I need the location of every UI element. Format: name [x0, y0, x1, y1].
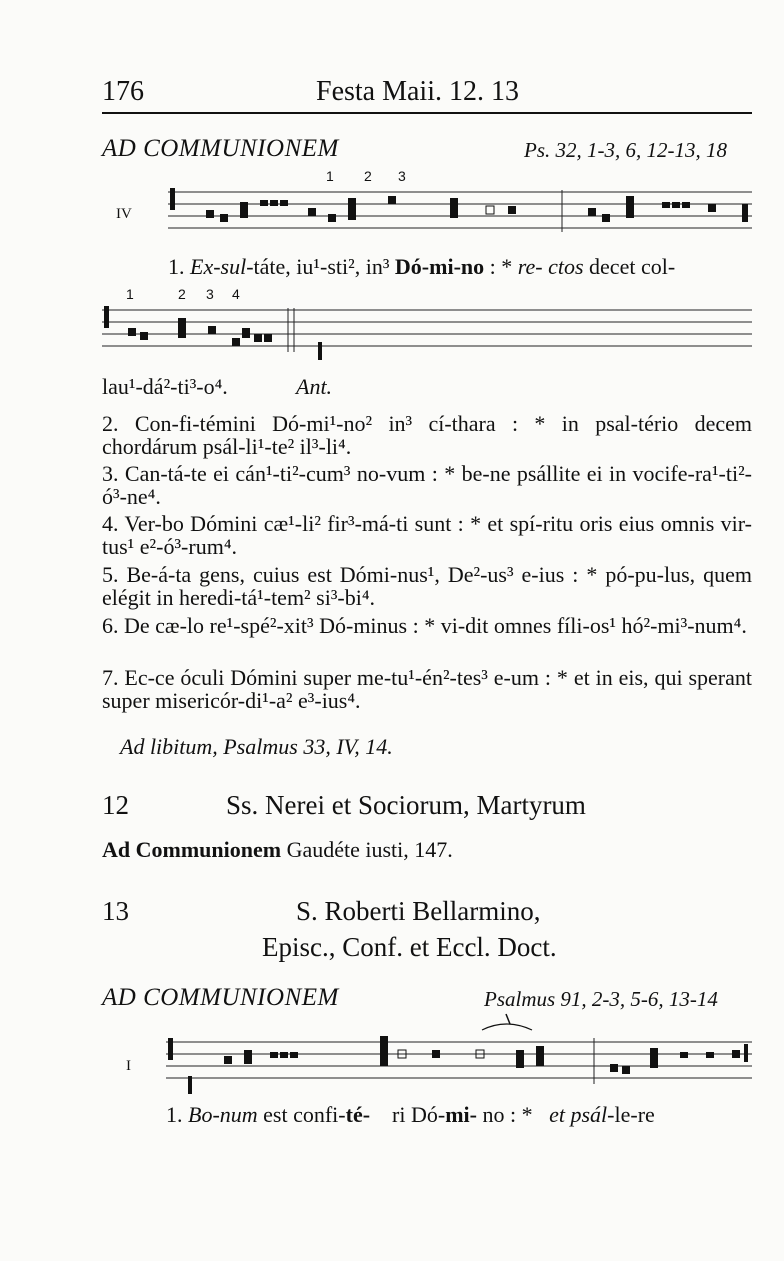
verse-number: 1. [166, 1102, 183, 1127]
communion-reference [102, 837, 453, 863]
verse-3: 3. Can-tá-te ei cán¹-ti²-cum³ no-vum : * be-ne psállite ei in vocife-ra¹-ti²-ó³-ne⁴. [102, 461, 753, 509]
staff-number: 1 [326, 168, 334, 184]
music-staff-1 [168, 180, 754, 242]
verse-text: táte, iu¹-sti², in³ [253, 254, 395, 279]
psalm-reference: Psalmus 91, 2-3, 5-6, 13-14 [484, 987, 718, 1011]
verse-6: 6. De cæ-lo re¹-spé²-xit³ Dó-minus : * vi-dit omnes fíli-os¹ hó²-mi³-num⁴. [102, 613, 747, 638]
verse-text: Ex-sul- [190, 254, 254, 279]
mode-label: IV [116, 206, 132, 222]
ad-libitum-note: Ad libitum, Psalmus 33, IV, 14. [120, 734, 393, 759]
verse-number: 1. [168, 254, 185, 279]
feast-number: 12 [102, 790, 129, 820]
feast-number: 13 [102, 896, 129, 926]
communion-label: Ad Communionem [102, 837, 282, 862]
header-rule [102, 112, 752, 114]
verse-1-continued: lau¹-dá²-ti³-o⁴. [102, 374, 228, 399]
verse-1 [168, 254, 675, 280]
psalm-reference: Ps. 32, 1-3, 6, 12-13, 18 [524, 138, 727, 162]
verse-2: 2. Con-fi-témini Dó-mi¹-no² in³ cí-thara : * in psal-tério decem chordárum psál-li¹-te² il³-li⁴. [102, 411, 753, 459]
running-title: Festa Maii. 12. 13 [316, 76, 519, 107]
verse-1 [166, 1102, 655, 1128]
verse-4: 4. Ver-bo Dómini cæ¹-li² fir³-má-ti sunt : * et spí-ritu oris eius omnis vir-tus¹ e²-ó³-rum⁴. [102, 511, 752, 559]
antiphon-marker: Ant. [296, 374, 333, 399]
verse-5: 5. Be-á-ta gens, cuius est Dómi-nus¹, De²-us³ e-ius : * pó-pu-lus, quem elégit in heredi-tá¹-tem² si³-bi⁴. [102, 562, 752, 610]
feast-title: S. Roberti Bellarmino, [296, 896, 541, 926]
verse-text: et psál- [549, 1102, 615, 1127]
mode-label: I [126, 1058, 131, 1074]
section-heading: AD COMMUNIONEM [102, 984, 339, 1011]
communion-ref-text: Gaudéte iusti, 147. [281, 837, 453, 862]
staff-number: 2 [178, 286, 186, 302]
verse-text: le-re [614, 1102, 655, 1127]
page-number: 176 [102, 76, 144, 107]
music-staff-2 [102, 298, 754, 362]
staff-number: 2 [364, 168, 372, 184]
verse-text: Bo-num [188, 1102, 258, 1127]
feast-title: Ss. Nerei et Sociorum, Martyrum [226, 790, 586, 820]
verse-7: 7. Ec-ce óculi Dómini super me-tu¹-én²-tes³ e-um : * et in eis, qui sperant super misericór-di¹-a² e³-ius⁴. [102, 665, 752, 713]
feast-subtitle: Episc., Conf. et Eccl. Doct. [262, 932, 557, 962]
staff-number: 3 [206, 286, 214, 302]
verse-text: est confi- [257, 1102, 346, 1127]
verse-text: no : * [476, 1102, 539, 1127]
verse-text: Dó-mi-no [394, 254, 485, 279]
music-staff-3 [166, 1010, 754, 1096]
verse-text: decet col- [583, 254, 676, 279]
verse-text: ri Dó- [392, 1102, 446, 1127]
verse-text: re- ctos [517, 254, 584, 279]
staff-number: 1 [126, 286, 134, 302]
verse-text: : * [484, 254, 518, 279]
staff-number: 3 [398, 168, 406, 184]
verse-text: té- [345, 1102, 371, 1127]
staff-number: 4 [232, 286, 240, 302]
section-heading: AD COMMUNIONEM [102, 135, 339, 162]
verse-text: mi- [445, 1102, 477, 1127]
